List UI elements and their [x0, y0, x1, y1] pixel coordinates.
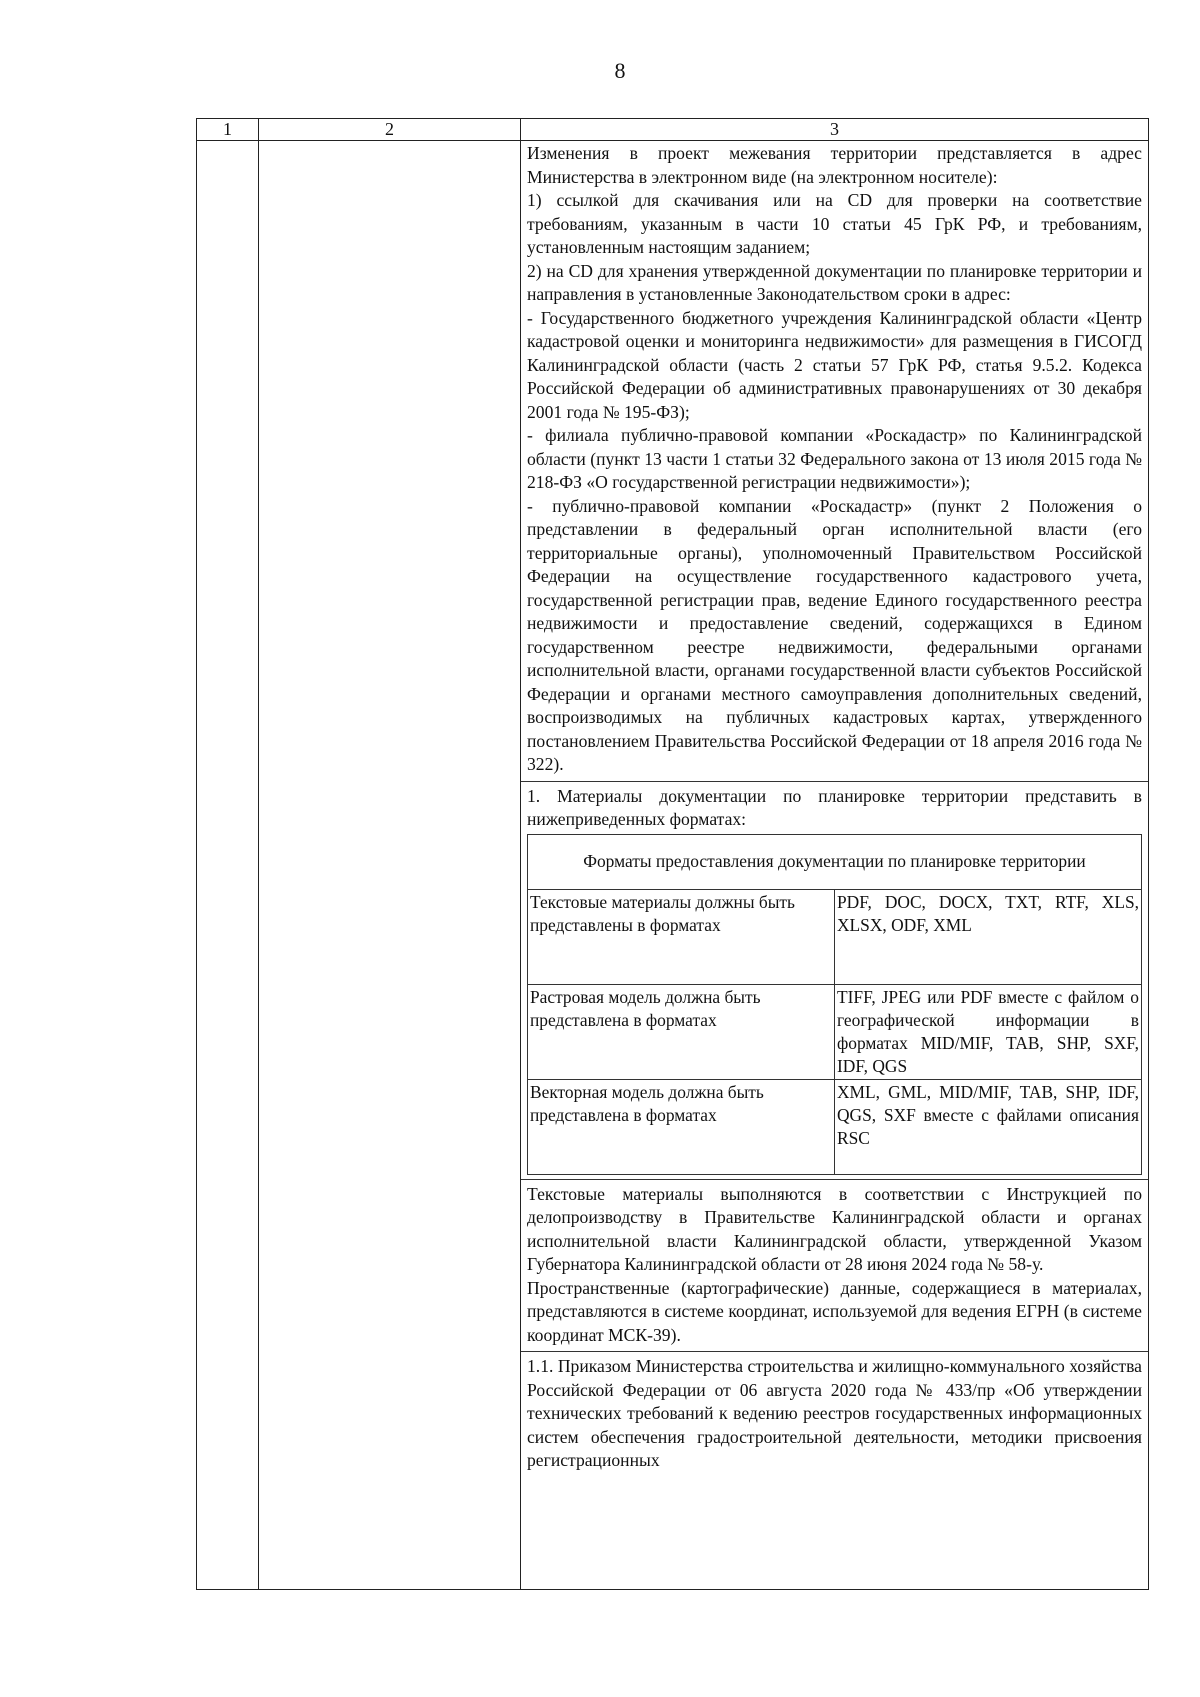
format-label: Векторная модель должна быть представлена в форматах	[528, 1079, 835, 1174]
page-number: 8	[614, 58, 626, 83]
formats-table-title: Форматы предоставления документации по планировке территории	[528, 834, 1142, 889]
column-header-2: 2	[259, 119, 521, 141]
paragraph: 1. Материалы документации по планировке территории представить в нижеприведенных форматах:	[527, 785, 1142, 829]
header-row	[197, 119, 1149, 141]
paragraph: 1.1. Приказом Министерства строительства и жилищно-коммунального хозяйства Российской Федерации от 06 августа 2020 года № 433/пр «Об утверждении технических требований к ведению реестров государственных информационных систем обеспечения градостроительной деятельности, методики присвоения регистрационных	[527, 1356, 1142, 1470]
format-value: XML, GML, MID/MIF, TAB, SHP, IDF, QGS, SXF вместе с файлами описания RSC	[835, 1079, 1142, 1174]
column-header-3: 3	[521, 119, 1149, 141]
format-value: TIFF, JPEG или PDF вместе с файлом о географической информации в форматах MID/MIF, TAB, SHP, SXF, IDF, QGS	[835, 984, 1142, 1079]
table-row	[528, 889, 1142, 984]
paragraph: Пространственные (картографические) данные, содержащиеся в материалах, представляются в системе координат, используемой для ведения ЕГРН (в системе координат МСК-39).	[527, 1277, 1142, 1345]
paragraph: 1) ссылкой для скачивания или на CD для проверки на соответствие требованиям, указанным в части 10 статьи 45 ГрК РФ, и требованиям, установленным настоящим заданием;	[527, 190, 1142, 257]
column-3-cell	[521, 141, 1149, 1590]
table-row	[528, 1079, 1142, 1174]
format-label: Растровая модель должна быть представлена в форматах	[528, 984, 835, 1079]
column-2-cell	[259, 141, 521, 1590]
formats-table	[527, 834, 1142, 1175]
column-header-1: 1	[197, 119, 259, 141]
column-1-cell	[197, 141, 259, 1590]
main-table	[196, 118, 1149, 1590]
order-section	[527, 1352, 1142, 1473]
format-value: PDF, DOC, DOCX, TXT, RTF, XLS, XLSX, ODF, XML	[835, 889, 1142, 984]
paragraph: Изменения в проект межевания территории представляется в адрес Министерства в электронном виде (на электронном носителе):	[527, 143, 1142, 187]
formats-section	[527, 782, 1142, 1175]
paragraph: Текстовые материалы выполняются в соответствии с Инструкцией по делопроизводству в Правительстве Калининградской области и органах исполнительной власти Калининградской области, утвержденной Указом Губернатора Калининградской области от 28 июня 2024 года № 58-у.	[527, 1183, 1142, 1274]
table-row	[528, 984, 1142, 1079]
paragraph: - публично-правовой компании «Роскадастр» (пункт 2 Положения о представлении в федеральный орган исполнительной власти (его территориальные органы), уполномоченный Правительством Российской Федерации на осуществление государственного кадастрового учета, государственной регистрации прав, ведение Единого государственного реестра недвижимости и предоставление сведений, содержащихся в Едином государственном реестре недвижимости, федеральными органами исполнительной власти, органами государственной власти субъектов Российской Федерации и органами местного самоуправления дополнительных сведений, воспроизводимых на публичных кадастровых картах, утвержденного постановлением Правительства Российской Федерации от 18 апреля 2016 года № 322).	[527, 495, 1142, 774]
paragraph: - Государственного бюджетного учреждения Калининградской области «Центр кадастровой оценки и мониторинга недвижимости» для размещения в ГИСОГД Калининградской области (часть 2 статьи 57 ГрК РФ, статья 9.5.2. Кодекса Российской Федерации об административных правонарушениях от 30 декабря 2001 года № 195-ФЗ);	[527, 307, 1142, 422]
paragraph: - филиала публично-правовой компании «Роскадастр» по Калининградской области (пункт 13 части 1 статьи 32 Федерального закона от 13 июля 2015 года № 218-ФЗ «О государственной регистрации недвижимости»);	[527, 425, 1142, 492]
submission-section	[527, 142, 1142, 777]
format-label: Текстовые материалы должны быть представлены в форматах	[528, 889, 835, 984]
paragraph: 2) на CD для хранения утвержденной документации по планировке территории и направления в установленные Законодательством сроки в адрес:	[527, 260, 1142, 304]
text-materials-section	[527, 1180, 1142, 1348]
content-row	[197, 141, 1149, 1590]
